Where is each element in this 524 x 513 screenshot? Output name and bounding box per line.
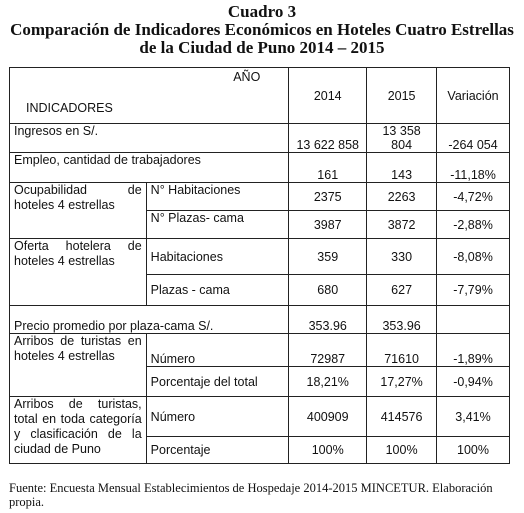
cell-2015: 143 [367, 153, 437, 183]
row-sublabel: Número [146, 397, 289, 437]
row-sublabel: N° Habitaciones [146, 183, 289, 211]
cell-2015: 627 [367, 275, 437, 306]
cell-2015: 2263 [367, 183, 437, 211]
header-2015: 2015 [367, 68, 437, 124]
header-ano: AÑO [233, 70, 261, 84]
cell-2014: 353.96 [289, 306, 367, 334]
cell-variacion: -0,94% [437, 367, 510, 397]
row-label: Empleo, cantidad de trabajadores [10, 153, 289, 183]
row-sublabel: Plazas - cama [146, 275, 289, 306]
cell-variacion [437, 306, 510, 334]
table-title-line-1: Comparación de Indicadores Económicos en Hoteles Cuatro Estrellas [10, 20, 514, 39]
cell-variacion: -4,72% [437, 183, 510, 211]
row-label: Precio promedio por plaza-cama S/. [10, 306, 289, 334]
cell-variacion: 3,41% [437, 397, 510, 437]
cell-variacion: -1,89% [437, 334, 510, 367]
table-caption: Cuadro 3 [227, 2, 297, 21]
cell-2015: 13 358 804 [367, 124, 437, 153]
cell-2014: 359 [289, 239, 367, 275]
row-group-label: Arribos de turistas en hoteles 4 estrellas [10, 334, 147, 397]
cell-2014: 3987 [289, 211, 367, 239]
cell-2014: 2375 [289, 183, 367, 211]
row-group-label: Arribos de turistas, total en toda categoría y clasificación de la ciudad de Puno [10, 397, 147, 464]
table-row [10, 183, 510, 211]
cell-variacion: -2,88% [437, 211, 510, 239]
cell-2014: 680 [289, 275, 367, 306]
header-row [10, 68, 510, 124]
table-row [10, 397, 510, 437]
table-row [10, 334, 510, 367]
header-variacion: Variación [437, 68, 510, 124]
cell-2015: 100% [367, 437, 437, 464]
cell-2015: 17,27% [367, 367, 437, 397]
header-2014: 2014 [289, 68, 367, 124]
source-note: Fuente: Encuesta Mensual Establecimientos de Hospedaje 2014-2015 MINCETUR. Elaboración propia. [9, 481, 493, 509]
table-row [10, 124, 510, 153]
header-indicadores: INDICADORES [26, 101, 113, 115]
cell-2015: 414576 [367, 397, 437, 437]
cell-variacion: -11,18% [437, 153, 510, 183]
row-sublabel: Porcentaje del total [146, 367, 289, 397]
cell-variacion: -8,08% [437, 239, 510, 275]
row-label: Ingresos en S/. [10, 124, 289, 153]
cell-2014: 18,21% [289, 367, 367, 397]
cell-variacion: -264 054 [437, 124, 510, 153]
row-sublabel: Habitaciones [146, 239, 289, 275]
table-row [10, 306, 510, 334]
header-indicadores-cell [10, 68, 289, 124]
row-group-label: Ocupabilidad de hoteles 4 estrellas [10, 183, 147, 239]
row-sublabel: N° Plazas- cama [146, 211, 289, 239]
table-title-line-2: de la Ciudad de Puno 2014 – 2015 [139, 38, 385, 57]
cell-2015: 3872 [367, 211, 437, 239]
row-group-label: Oferta hotelera de hoteles 4 estrellas [10, 239, 147, 306]
cell-2014: 161 [289, 153, 367, 183]
cell-2015: 330 [367, 239, 437, 275]
cell-variacion: -7,79% [437, 275, 510, 306]
cell-variacion: 100% [437, 437, 510, 464]
cell-2015: 71610 [367, 334, 437, 367]
cell-2014: 13 622 858 [289, 124, 367, 153]
table-row [10, 239, 510, 275]
indicators-table [9, 67, 510, 464]
cell-2015: 353.96 [367, 306, 437, 334]
row-sublabel: Número [146, 334, 289, 367]
cell-2014: 400909 [289, 397, 367, 437]
cell-2014: 100% [289, 437, 367, 464]
row-sublabel: Porcentaje [146, 437, 289, 464]
cell-2014: 72987 [289, 334, 367, 367]
table-row [10, 153, 510, 183]
